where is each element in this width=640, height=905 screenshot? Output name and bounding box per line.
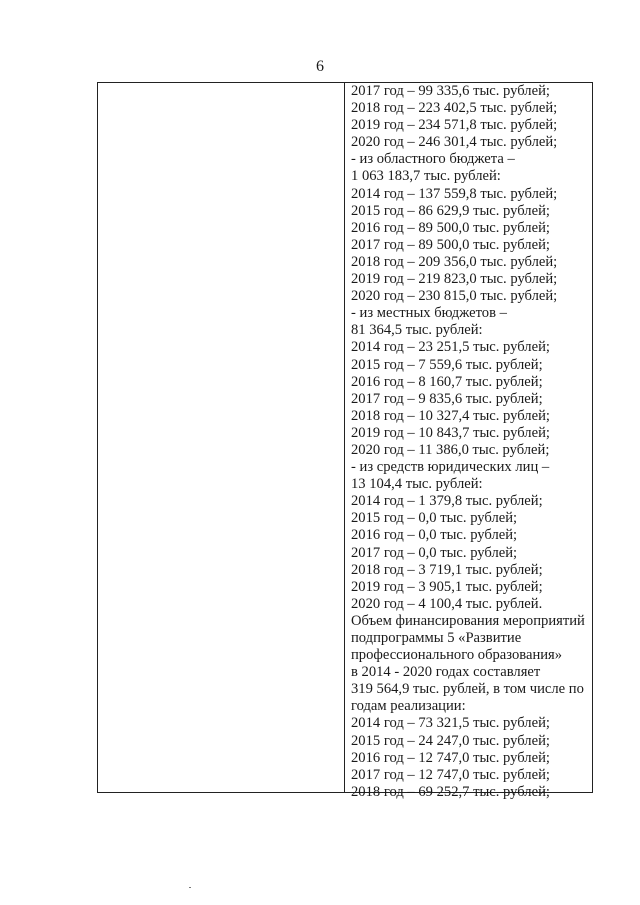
text-line: 2015 год – 86 629,9 тыс. рублей; [351, 202, 550, 219]
scan-speck [189, 887, 191, 888]
text-line: 2014 год – 73 321,5 тыс. рублей; [351, 715, 550, 732]
text-line: 2017 год – 9 835,6 тыс. рублей; [351, 390, 543, 407]
text-line: - из средств юридических лиц – [351, 459, 550, 476]
text-line: 1 063 183,7 тыс. рублей: [351, 168, 501, 185]
text-line: 2019 год – 10 843,7 тыс. рублей; [351, 424, 550, 441]
text-line: 81 364,5 тыс. рублей: [351, 322, 483, 339]
text-line: 2016 год – 89 500,0 тыс. рублей; [351, 219, 550, 236]
text-line: 2014 год – 137 559,8 тыс. рублей; [351, 185, 558, 202]
financing-table [97, 82, 593, 800]
text-line: 13 104,4 тыс. рублей: [351, 476, 483, 493]
text-line: 2016 год – 12 747,0 тыс. рублей; [351, 749, 550, 766]
text-line: 2019 год – 234 571,8 тыс. рублей; [351, 117, 558, 134]
text-line: годам реализации: [351, 698, 466, 715]
text-line: 2020 год – 230 815,0 тыс. рублей; [351, 288, 558, 305]
text-line: профессионального образования» [351, 647, 563, 664]
text-line: 2017 год – 12 747,0 тыс. рублей; [351, 766, 550, 783]
text-line: подпрограммы 5 «Развитие [351, 630, 522, 646]
text-line: 2015 год – 0,0 тыс. рублей; [351, 510, 518, 527]
text-line: 2014 год – 23 251,5 тыс. рублей; [351, 339, 550, 356]
text-line: 319 564,9 тыс. рублей, в том числе по [351, 681, 584, 698]
text-line: 2015 год – 7 559,6 тыс. рублей; [351, 356, 543, 373]
text-line: 2016 год – 8 160,7 тыс. рублей; [351, 373, 543, 390]
text-line: Объем финансирования мероприятий [351, 612, 585, 629]
text-line: - из местных бюджетов – [351, 305, 507, 322]
text-line: в 2014 - 2020 годах составляет [351, 664, 541, 681]
text-line: 2020 год – 4 100,4 тыс. рублей. [351, 595, 543, 612]
text-line: 2018 год – 10 327,4 тыс. рублей; [351, 407, 550, 424]
table-right-cell [351, 83, 591, 801]
text-line: 2015 год – 24 247,0 тыс. рублей; [351, 732, 550, 749]
text-line: 2020 год – 11 386,0 тыс. рублей; [351, 441, 550, 458]
text-line: 2019 год – 3 905,1 тыс. рублей; [351, 578, 543, 595]
text-line: 2018 год – 69 252,7 тыс. рублей; [351, 783, 550, 800]
text-line: 2019 год – 219 823,0 тыс. рублей; [351, 271, 558, 288]
text-line: 2014 год – 1 379,8 тыс. рублей; [351, 493, 543, 510]
text-line: 2017 год – 89 500,0 тыс. рублей; [351, 236, 550, 253]
text-line: 2018 год – 209 356,0 тыс. рублей; [351, 253, 558, 270]
text-line: 2016 год – 0,0 тыс. рублей; [351, 527, 518, 544]
text-line: 2017 год – 99 335,6 тыс. рублей; [351, 83, 550, 99]
page-number: 6 [316, 58, 324, 75]
text-line: - из областного бюджета – [351, 151, 515, 168]
text-line: 2018 год – 3 719,1 тыс. рублей; [351, 561, 543, 578]
text-line: 2018 год – 223 402,5 тыс. рублей; [351, 100, 558, 117]
text-line: 2017 год – 0,0 тыс. рублей; [351, 544, 518, 561]
column-divider [344, 83, 345, 792]
text-line: 2020 год – 246 301,4 тыс. рублей; [351, 134, 558, 151]
